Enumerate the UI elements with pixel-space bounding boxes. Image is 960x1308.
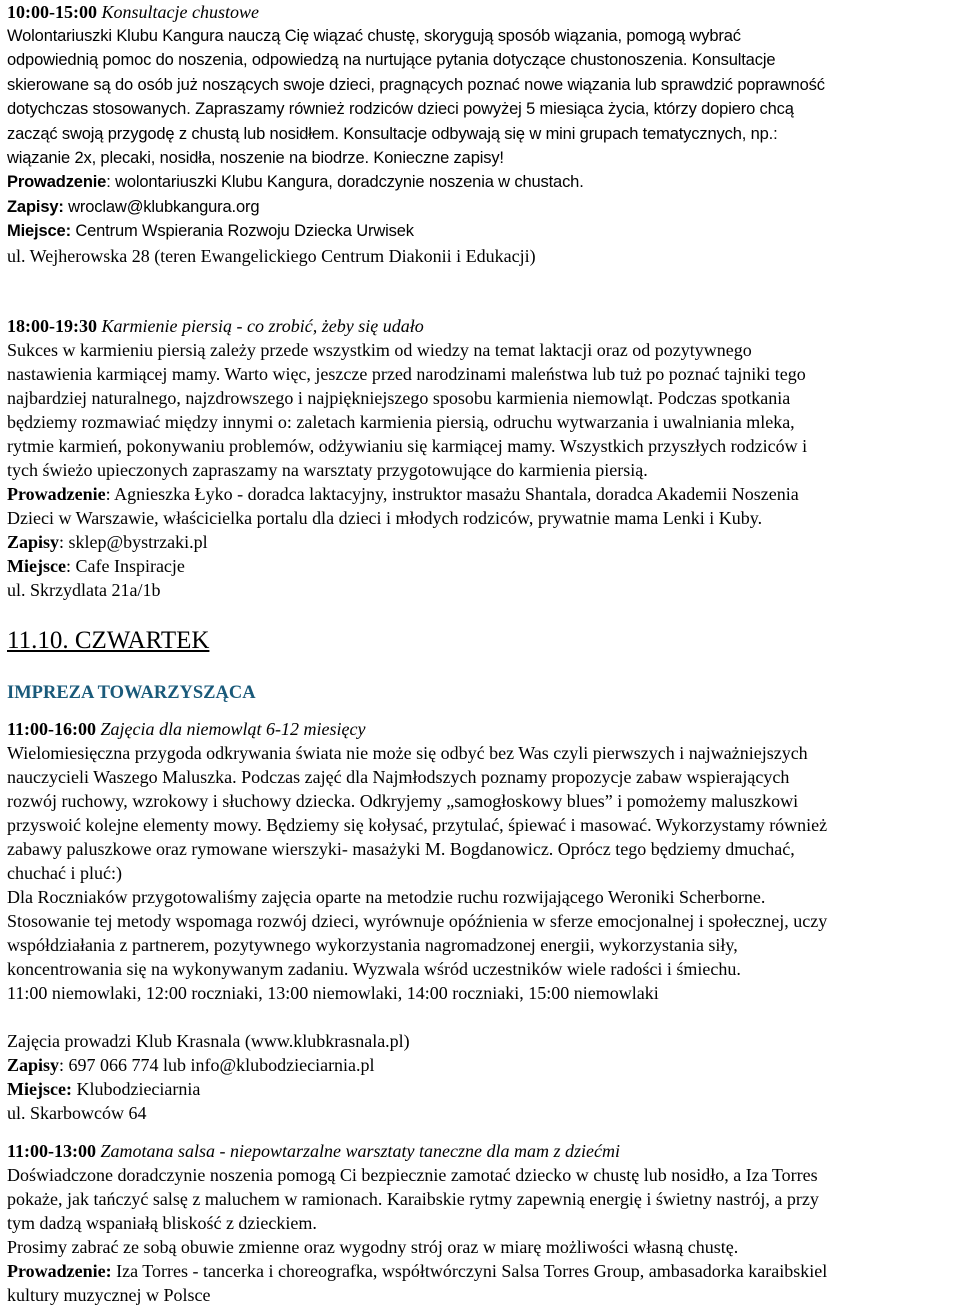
lead-line: Dzieci w Warszawie, właścicielka portalu dla dzieci i młodych rodziców, prywatnie mama Lenki i Kuby. [7, 508, 763, 528]
signup-label: Zapisy [7, 1055, 60, 1075]
description-line: nauczycieli Waszego Maluszka. Podczas zajęć dla Najmłodszych poznamy propozycje zabaw wspierających [7, 767, 790, 787]
schedule-line: 11:00 niemowlaki, 12:00 roczniaki, 13:00 niemowlaki, 14:00 roczniaki, 15:00 niemowlaki [7, 983, 659, 1003]
day-heading: 11.10. CZWARTEK [7, 627, 210, 654]
place-label: Miejsce: [7, 1079, 72, 1099]
description-line: Prosimy zabrać ze sobą obuwie zmienne oraz wygodny strój oraz w miarę możliwości własną chustę. [7, 1237, 739, 1257]
event-header [7, 0, 960, 24]
address-line: ul. Skrzydlata 21a/1b [7, 580, 161, 600]
event-category-heading: IMPREZA TOWARZYSZĄCA [7, 683, 256, 703]
description-line: przyswoić kolejne elementy mowy. Będziemy się kołysać, przytulać, śpiewać i masować. Wykorzystamy również [7, 815, 828, 835]
description-line: rytmie karmień, pokonywaniu problemów, odżywianiu się karmiącej mamy. Wszystkich przyszłych rodziców i [7, 436, 808, 456]
place-text: Centrum Wspierania Rozwoju Dziecka Urwisek [70, 222, 414, 241]
spacer [7, 1005, 960, 1029]
event-time: 18:00-19:30 [7, 316, 97, 336]
description-line: Sukces w karmieniu piersią zależy przede wszystkim od wiedzy na temat laktacji oraz od pozytywnego [7, 340, 752, 360]
signup-text: wroclaw@klubkangura.org [63, 197, 260, 216]
address-line: ul. Wejherowska 28 (teren Ewangelickiego Centrum Diakonii i Edukacji) [7, 245, 536, 266]
signup-line [7, 530, 960, 554]
address-line: ul. Skarbowców 64 [7, 1103, 147, 1123]
signup-text: : sklep@bystrzaki.pl [59, 532, 208, 552]
description-line: zabawy paluszkowe oraz rymowane wierszyki- masażyki M. Bogdanowicz. Oprócz tego będziemy dmuchać, [7, 839, 795, 859]
event-title: Zamotana salsa - niepowtarzalne warsztaty taneczne dla mam z dziećmi [100, 1141, 620, 1161]
lead-line [7, 482, 960, 506]
event-header [7, 314, 960, 338]
organizer-line: Zajęcia prowadzi Klub Krasnala (www.klubkrasnala.pl) [7, 1031, 410, 1051]
lead-line [7, 170, 960, 194]
signup-label: Zapisy: [7, 197, 64, 216]
description-line: rozwój ruchowy, wzrokowy i słuchowy dziecka. Odkryjemy „samogłoskowy blues” i pomożemy maluszkowi [7, 791, 799, 811]
lead-label: Prowadzenie: [7, 1261, 112, 1281]
place-label: Miejsce [7, 556, 66, 576]
description-line: dotychczas stosowanych. Zapraszamy również rodziców dzieci powyżej 5 miesiąca życia, którzy dopiero chcą [7, 100, 794, 119]
lead-line [7, 1259, 960, 1283]
description-line: najbardziej naturalnego, najzdrowszego i najpiękniejszego sposobu karmienia niemowląt. Podczas spotkania [7, 388, 791, 408]
signup-line [7, 1053, 960, 1077]
event-zamotana-salsa [7, 1139, 960, 1307]
event-karmienie-piersia [7, 314, 960, 602]
signup-text: : 697 066 774 lub info@klubodzieciarnia.pl [59, 1055, 375, 1075]
place-line [7, 554, 960, 578]
event-time: 11:00-16:00 [7, 719, 96, 739]
lead-label: Prowadzenie [7, 484, 106, 504]
description-line: tych świeżo upieczonych zapraszamy na warsztaty przygotowujące do karmienia piersią. [7, 460, 648, 480]
lead-text: : Agnieszka Łyko - doradca laktacyjny, instruktor masażu Shantala, doradca Akademii Noszenia [105, 484, 799, 504]
place-text: Klubodzieciarnia [71, 1079, 201, 1099]
event-header [7, 1139, 960, 1163]
place-label: Miejsce: [7, 222, 71, 241]
description-line: odpowiednią pomoc do noszenia, odpowiedzą na nurtujące pytania dotyczące chustonoszenia. Konsultacje [7, 51, 776, 70]
event-description [7, 24, 960, 244]
description-line: tym dadzą wspaniałą bliskość z dzieckiem. [7, 1213, 317, 1233]
description-line: Doświadczone doradczynie noszenia pomogą Ci bezpiecznie zamotać dziecko w chustę lub nosidło, a Iza Torres [7, 1165, 818, 1185]
description-line: skierowane są do osób już noszących swoje dzieci, pragnących poznać nowe wiązania lub sprawdzić poprawność [7, 75, 825, 94]
description-line: wiązanie 2x, plecaki, nosidła, noszenie na biodrze. Konieczne zapisy! [7, 149, 504, 168]
event-title: Zajęcia dla niemowląt 6-12 miesięcy [100, 719, 366, 739]
event-header [7, 717, 960, 741]
description-line: koncentrowania się na wykonywanym zadaniu. Wyzwala wśród uczestników wiele radości i śmiechu. [7, 959, 741, 979]
place-text: : Cafe Inspiracje [65, 556, 185, 576]
description-line: pokaże, jak tańczyć salsę z maluchem w ramionach. Karaibskie rytmy zapewnią energię i świetny nastrój, a przy [7, 1189, 819, 1209]
lead-text: Iza Torres - tancerka i choreografka, współtwórczyni Salsa Torres Group, ambasadorka karaibskiel [111, 1261, 828, 1281]
place-line [7, 1077, 960, 1101]
description-line: będziemy rozmawiać między innymi o: zaletach karmienia piersią, odruchu wytwarzania i uwalniania mleka, [7, 412, 795, 432]
signup-line [7, 195, 960, 219]
description-line: Stosowanie tej metody wspomaga rozwój dzieci, wyrównuje opóźnienia w sferze emocjonalnej i społecznej, uczy [7, 911, 828, 931]
event-time: 11:00-13:00 [7, 1141, 96, 1161]
event-title: Konsultacje chustowe [101, 2, 259, 22]
place-line [7, 219, 960, 243]
signup-label: Zapisy [7, 532, 60, 552]
event-konsultacje-chustowe [7, 0, 960, 268]
description-line: chuchać i pluć:) [7, 863, 122, 883]
description-line: współdziałania z partnerem, pozytywnego wykorzystania nagromadzonej energii, wykorzystania siły, [7, 935, 738, 955]
description-line: Wielomiesięczna przygoda odkrywania świata nie może się odbyć bez Was czyli pierwszych i najważniejszych [7, 743, 808, 763]
event-time: 10:00-15:00 [7, 2, 97, 22]
description-line: Dla Roczniaków przygotowaliśmy zajęcia oparte na metodzie ruchu rozwijającego Weroniki Scherborne. [7, 887, 766, 907]
description-line: nastawienia karmiącej mamy. Warto więc, jeszcze przed narodzinami maleństwa lub tuż po poznać tajniki tego [7, 364, 806, 384]
lead-label: Prowadzenie [7, 173, 107, 192]
event-zajecia-dla-niemowlat [7, 717, 960, 1125]
lead-text: : wolontariuszki Klubu Kangura, doradczynie noszenia w chustach. [106, 173, 584, 192]
description-line: Wolontariuszki Klubu Kangura nauczą Cię wiązać chustę, skorygują sposób wiązania, pomogą wybrać [7, 27, 741, 45]
event-title: Karmienie piersią - co zrobić, żeby się udało [101, 316, 424, 336]
description-line: zacząć swoją przygodę z chustą lub nosidłem. Konsultacje odbywają się w mini grupach tematycznych, np.: [7, 124, 778, 143]
lead-line: kultury muzycznej w Polsce [7, 1285, 211, 1305]
